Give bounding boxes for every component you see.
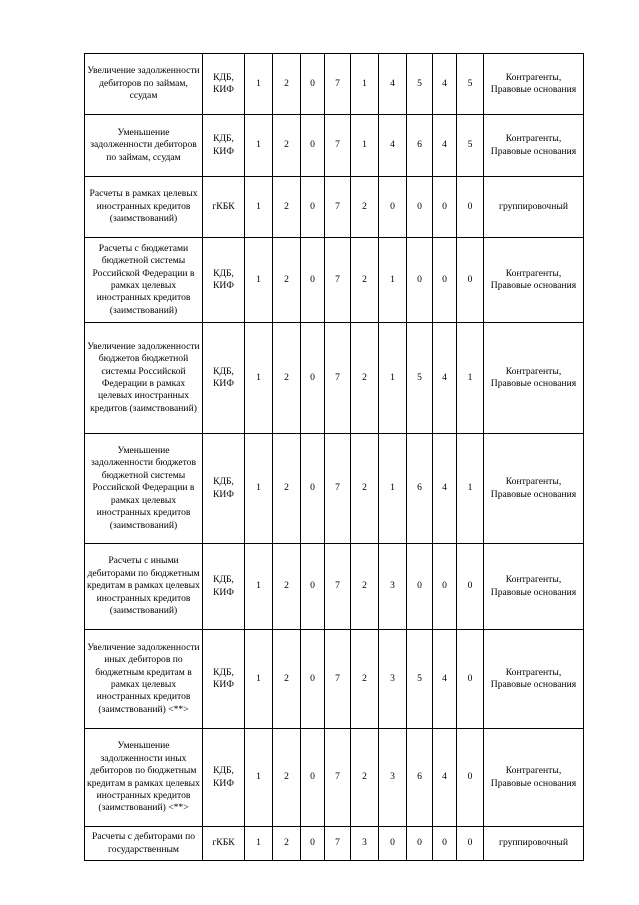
- account-kind: КДБ, КИФ: [203, 729, 245, 827]
- code-digit: 6: [407, 729, 433, 827]
- code-digit: 3: [379, 729, 407, 827]
- code-digit: 2: [351, 177, 379, 238]
- code-digit: 0: [379, 177, 407, 238]
- account-name: Расчеты с иными дебиторами по бюджетным кредитам в рамках целевых иностранных кредитов (заимствований): [85, 544, 203, 630]
- code-digit: 1: [245, 115, 273, 177]
- code-digit: 0: [301, 54, 325, 115]
- code-digit: 0: [433, 544, 457, 630]
- code-digit: 2: [273, 323, 301, 434]
- analytics-cell: Контрагенты, Правовые основания: [484, 54, 584, 115]
- table-row: [85, 54, 584, 115]
- code-digit: 4: [433, 630, 457, 729]
- account-name: Расчеты с бюджетами бюджетной системы Российской Федерации в рамках целевых иностранных кредитов (заимствований): [85, 238, 203, 323]
- code-digit: 1: [245, 177, 273, 238]
- code-digit: 7: [325, 544, 351, 630]
- code-digit: 1: [245, 544, 273, 630]
- account-kind: КДБ, КИФ: [203, 434, 245, 544]
- analytics-cell: Контрагенты, Правовые основания: [484, 434, 584, 544]
- code-digit: 5: [457, 54, 484, 115]
- code-digit: 0: [301, 177, 325, 238]
- accounts-table-body: [85, 54, 584, 861]
- code-digit: 1: [379, 434, 407, 544]
- code-digit: 0: [301, 238, 325, 323]
- code-digit: 0: [457, 177, 484, 238]
- code-digit: 7: [325, 238, 351, 323]
- code-digit: 7: [325, 827, 351, 861]
- code-digit: 0: [379, 827, 407, 861]
- analytics-cell: Контрагенты, Правовые основания: [484, 729, 584, 827]
- code-digit: 1: [379, 238, 407, 323]
- code-digit: 3: [379, 630, 407, 729]
- code-digit: 6: [407, 115, 433, 177]
- code-digit: 0: [301, 434, 325, 544]
- code-digit: 0: [433, 827, 457, 861]
- table-row: [85, 115, 584, 177]
- code-digit: 1: [351, 115, 379, 177]
- analytics-cell: группировочный: [484, 827, 584, 861]
- code-digit: 0: [301, 323, 325, 434]
- code-digit: 2: [273, 729, 301, 827]
- code-digit: 7: [325, 115, 351, 177]
- table-row: [85, 323, 584, 434]
- code-digit: 1: [351, 54, 379, 115]
- code-digit: 1: [457, 434, 484, 544]
- code-digit: 2: [273, 115, 301, 177]
- account-kind: КДБ, КИФ: [203, 544, 245, 630]
- code-digit: 3: [379, 544, 407, 630]
- code-digit: 4: [433, 54, 457, 115]
- account-kind: КДБ, КИФ: [203, 54, 245, 115]
- analytics-cell: Контрагенты, Правовые основания: [484, 630, 584, 729]
- code-digit: 4: [433, 323, 457, 434]
- code-digit: 3: [351, 827, 379, 861]
- code-digit: 7: [325, 54, 351, 115]
- code-digit: 1: [245, 630, 273, 729]
- code-digit: 1: [245, 434, 273, 544]
- account-name: Расчеты с дебиторами по государственным: [85, 827, 203, 861]
- code-digit: 7: [325, 323, 351, 434]
- code-digit: 4: [433, 115, 457, 177]
- table-row: [85, 177, 584, 238]
- code-digit: 0: [407, 238, 433, 323]
- code-digit: 2: [273, 434, 301, 544]
- code-digit: 7: [325, 434, 351, 544]
- code-digit: 5: [407, 323, 433, 434]
- code-digit: 1: [245, 54, 273, 115]
- code-digit: 4: [379, 115, 407, 177]
- code-digit: 2: [351, 729, 379, 827]
- table-row: [85, 238, 584, 323]
- code-digit: 2: [273, 544, 301, 630]
- code-digit: 7: [325, 177, 351, 238]
- code-digit: 0: [433, 238, 457, 323]
- code-digit: 0: [301, 827, 325, 861]
- code-digit: 2: [273, 238, 301, 323]
- code-digit: 2: [273, 177, 301, 238]
- code-digit: 4: [379, 54, 407, 115]
- account-name: Увеличение задолженности дебиторов по займам, ссудам: [85, 54, 203, 115]
- code-digit: 4: [433, 434, 457, 544]
- account-name: Увеличение задолженности бюджетов бюджетной системы Российской Федерации в рамках целевых иностранных кредитов (заимствований): [85, 323, 203, 434]
- code-digit: 0: [457, 729, 484, 827]
- analytics-cell: группировочный: [484, 177, 584, 238]
- code-digit: 1: [457, 323, 484, 434]
- account-kind: КДБ, КИФ: [203, 630, 245, 729]
- code-digit: 2: [351, 544, 379, 630]
- code-digit: 2: [273, 827, 301, 861]
- code-digit: 1: [379, 323, 407, 434]
- code-digit: 2: [351, 630, 379, 729]
- code-digit: 0: [301, 115, 325, 177]
- table-row: [85, 630, 584, 729]
- account-kind: гКБК: [203, 827, 245, 861]
- analytics-cell: Контрагенты, Правовые основания: [484, 544, 584, 630]
- code-digit: 2: [351, 434, 379, 544]
- analytics-cell: Контрагенты, Правовые основания: [484, 238, 584, 323]
- accounts-table: [84, 53, 584, 861]
- account-name: Уменьшение задолженности бюджетов бюджетной системы Российской Федерации в рамках целевых иностранных кредитов (заимствований): [85, 434, 203, 544]
- code-digit: 0: [301, 544, 325, 630]
- account-name: Увеличение задолженности иных дебиторов по бюджетным кредитам в рамках целевых иностранных кредитов (заимствований) <**>: [85, 630, 203, 729]
- code-digit: 7: [325, 729, 351, 827]
- code-digit: 0: [457, 238, 484, 323]
- code-digit: 0: [433, 177, 457, 238]
- account-kind: КДБ, КИФ: [203, 115, 245, 177]
- code-digit: 0: [457, 630, 484, 729]
- code-digit: 7: [325, 630, 351, 729]
- code-digit: 0: [301, 630, 325, 729]
- account-name: Расчеты в рамках целевых иностранных кредитов (заимствований): [85, 177, 203, 238]
- account-kind: гКБК: [203, 177, 245, 238]
- code-digit: 1: [245, 729, 273, 827]
- table-row: [85, 434, 584, 544]
- code-digit: 5: [407, 54, 433, 115]
- account-name: Уменьшение задолженности дебиторов по займам, ссудам: [85, 115, 203, 177]
- code-digit: 1: [245, 323, 273, 434]
- code-digit: 0: [407, 827, 433, 861]
- code-digit: 1: [245, 238, 273, 323]
- code-digit: 2: [351, 323, 379, 434]
- account-kind: КДБ, КИФ: [203, 238, 245, 323]
- code-digit: 0: [457, 827, 484, 861]
- code-digit: 0: [407, 177, 433, 238]
- account-name: Уменьшение задолженности иных дебиторов по бюджетным кредитам в рамках целевых иностранных кредитов (заимствований) <**>: [85, 729, 203, 827]
- code-digit: 0: [457, 544, 484, 630]
- analytics-cell: Контрагенты, Правовые основания: [484, 323, 584, 434]
- table-row: [85, 827, 584, 861]
- code-digit: 6: [407, 434, 433, 544]
- code-digit: 2: [273, 54, 301, 115]
- table-row: [85, 544, 584, 630]
- table-row: [85, 729, 584, 827]
- code-digit: 2: [273, 630, 301, 729]
- code-digit: 5: [457, 115, 484, 177]
- code-digit: 0: [407, 544, 433, 630]
- code-digit: 1: [245, 827, 273, 861]
- code-digit: 0: [301, 729, 325, 827]
- code-digit: 5: [407, 630, 433, 729]
- code-digit: 4: [433, 729, 457, 827]
- account-kind: КДБ, КИФ: [203, 323, 245, 434]
- analytics-cell: Контрагенты, Правовые основания: [484, 115, 584, 177]
- code-digit: 2: [351, 238, 379, 323]
